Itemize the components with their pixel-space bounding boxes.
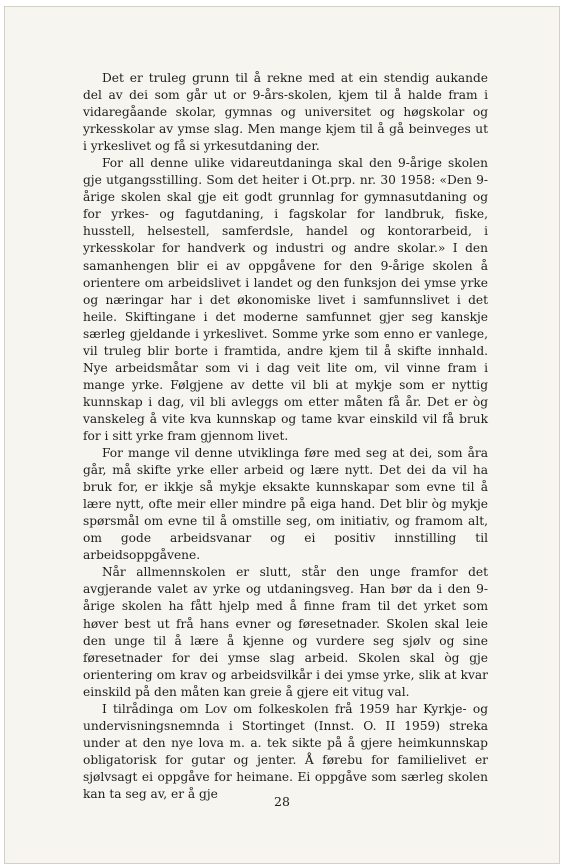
paragraph: For all denne ulike vidareutdaninga skal den 9-årige skolen gje utgangsstilling. Som det heiter i Ot.prp. nr. 30 1958: «Den 9-årige skolen skal gje eit godt grunnlag for gymnasutdaning og for yrkes- og fagutdaning, i fagskolar for landbruk, fiske, husstell, helsestell, samferdsle, handel og kontorarbeid, i yrkesskolar for handverk og industri og andre skolar.» I den samanhengen blir ei av oppgåvene for den 9-årige skolen å orientere om arbeidslivet i landet og den funksjon dei ymse yrke og næringar har i det økonomiske livet i samfunnslivet i det heile. Skiftingane i det moderne samfunnet gjer seg kanskje særleg gjeldande i yrkeslivet. Somme yrke som enno er vanlege, vil truleg blir borte i framtida, andre kjem til å skifte innhald. Nye arbeidsmåtar som vi i dag veit lite om, vil vinne fram i mange yrke. Følgjene av dette vil bli at mykje som er nyttig kunnskap i dag, vil bli avleggs om etter måten få år. Det er òg vanskeleg å vite kva kunnskap og tame kvar einskild vil få bruk for i sitt yrke fram gjennom livet. — [83, 156, 488, 443]
paragraph: For mange vil denne utviklinga føre med seg at dei, som åra går, må skifte yrke eller arbeid og lære nytt. Det dei da vil ha bruk for, er ikkje så mykje eksakte kunnskapar som evne til å lære nytt, ofte meir eller mindre på eiga hand. Det blir òg mykje spørsmål om evne til å omstille seg, om initiativ, og framom alt, om gode arbeidsvanar og ei positiv innstilling til arbeidsoppgåvene. — [83, 446, 488, 563]
body-text — [83, 70, 488, 803]
book-page — [4, 6, 560, 864]
paragraph: Det er truleg grunn til å rekne med at ein stendig aukande del av dei som går ut or 9-års-skolen, kjem til å halde fram i vidaregåande skolar, gymnas og universitet og høgskolar og yrkesskolar av ymse slag. Men mange kjem til å gå beinveges ut i yrkeslivet og få si yrkesutdaning der. — [83, 71, 488, 154]
paragraph: I tilrådinga om Lov om folkeskolen frå 1959 har Kyrkje- og undervisningsnemnda i Stortinget (Innst. O. II 1959) streka under at den nye lova m. a. tek sikte på å gjere heimkunnskap obligatorisk for gutar og jenter. Å førebu for familielivet er sjølvsagt ei oppgåve for heimane. Ei oppgåve som særleg skolen kan ta seg av, er å gje — [83, 701, 488, 801]
paragraph: Når allmennskolen er slutt, står den unge framfor det avgjerande valet av yrke og utdaningsveg. Han bør da i den 9-årige skolen ha fått hjelp med å finne fram til det yrket som høver best ut frå hans evner og føresetnader. Skolen skal leie den unge til å lære å kjenne og vurdere seg sjølv og sine føresetnader for dei ymse slag arbeid. Skolen skal òg gje orientering om krav og arbeidsvilkår i dei ymse yrke, slik at kvar einskild på den måten kan greie å gjere eit vitug val. — [83, 565, 488, 699]
page-number: 28 — [274, 794, 290, 809]
